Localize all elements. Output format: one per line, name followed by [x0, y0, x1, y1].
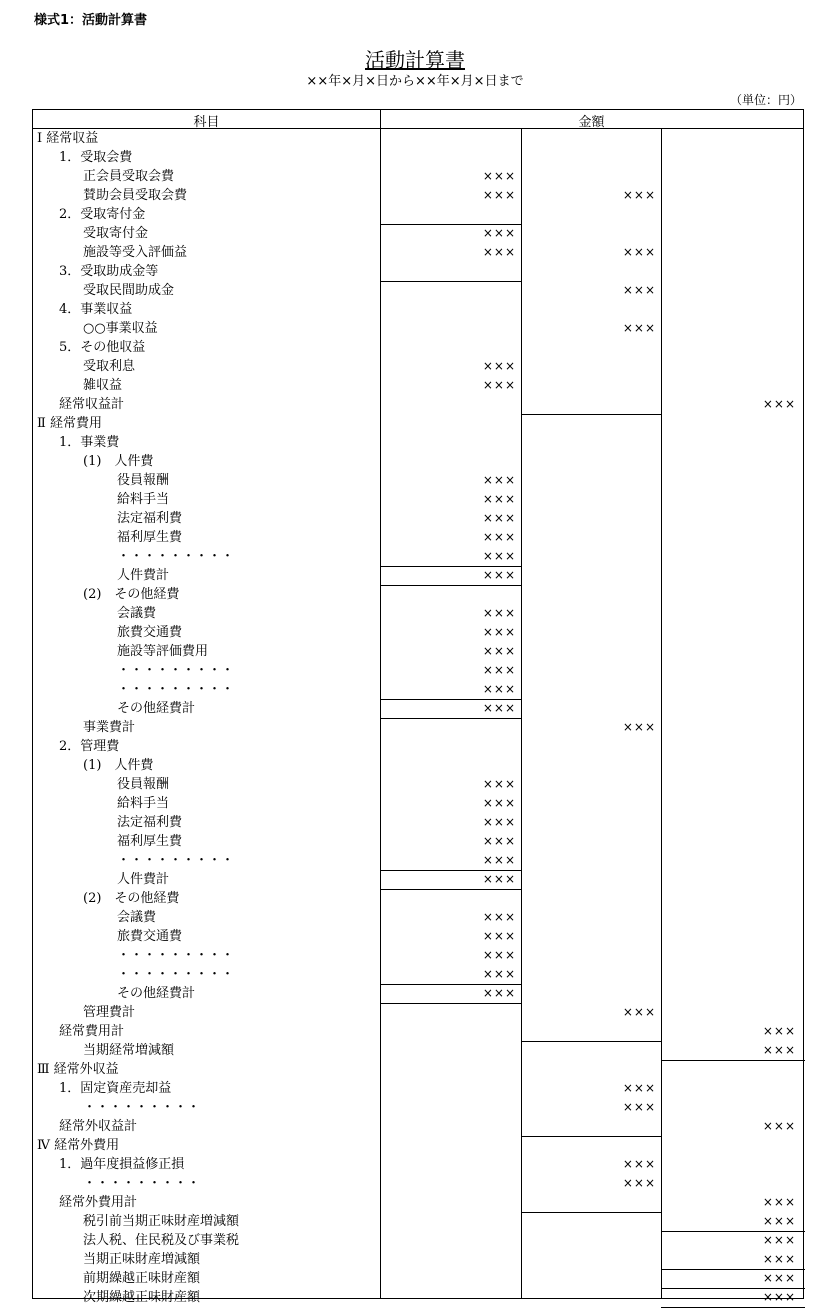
- amount-c1: ×××: [482, 777, 516, 791]
- row-label: 法定福利費: [117, 815, 183, 830]
- row-label: 経常費用計: [59, 1024, 125, 1039]
- row-label: 役員報酬: [117, 473, 170, 488]
- row-label: ・・・・・・・・・: [117, 549, 235, 564]
- row-label: 人件費計: [117, 872, 170, 887]
- amount-c1: ×××: [482, 169, 516, 183]
- row-label: 1．受取会費: [59, 150, 133, 165]
- table-row: [33, 1003, 803, 1022]
- amount-c3: ×××: [762, 1043, 796, 1057]
- row-label: 受取利息: [83, 359, 136, 374]
- table-row: [33, 946, 803, 965]
- row-label: 当期正味財産増減額: [83, 1252, 201, 1267]
- subtotal-rule: [661, 1269, 805, 1270]
- table-row: [33, 889, 803, 908]
- row-label: 1．過年度損益修正損: [59, 1157, 185, 1172]
- amount-c1: ×××: [482, 929, 516, 943]
- row-label: Ⅱ 経常費用: [37, 416, 102, 431]
- table-row: [33, 642, 803, 661]
- table-row: [33, 566, 803, 585]
- subtotal-rule: [380, 870, 521, 871]
- amount-c3: ×××: [762, 1290, 796, 1304]
- table-row: [33, 1098, 803, 1117]
- row-label: ○○事業収益: [83, 321, 158, 336]
- row-label: 会議費: [117, 910, 157, 925]
- amount-c1: ×××: [482, 834, 516, 848]
- form-label: 様式1：活動計算書: [34, 13, 148, 28]
- table-row: [33, 680, 803, 699]
- row-label: 給料手当: [117, 796, 170, 811]
- amount-c1: ×××: [482, 378, 516, 392]
- amount-c1: ×××: [482, 625, 516, 639]
- subtotal-rule: [380, 699, 521, 700]
- table-row: [33, 756, 803, 775]
- amount-c1: ×××: [482, 872, 516, 886]
- table-row: [33, 1231, 803, 1250]
- amount-c3: ×××: [762, 1252, 796, 1266]
- header-kamoku: 科目: [193, 115, 220, 130]
- subtotal-rule: [521, 1041, 661, 1042]
- subtotal-rule: [661, 1288, 805, 1289]
- table-row: [33, 319, 803, 338]
- row-label: Ⅰ 経常収益: [37, 131, 99, 146]
- document-title: 活動計算書: [365, 48, 465, 72]
- subtotal-rule: [380, 224, 521, 225]
- table-header: [33, 110, 803, 129]
- row-label: 旅費交通費: [117, 625, 183, 640]
- subtotal-rule: [380, 718, 521, 719]
- row-label: ・・・・・・・・・: [83, 1100, 201, 1115]
- row-label: 福利厚生費: [117, 834, 183, 849]
- table-row: [33, 604, 803, 623]
- table-row: [33, 338, 803, 357]
- period-text: ××年×月×日から××年×月×日まで: [306, 74, 524, 89]
- row-label: 事業費計: [83, 720, 136, 735]
- amount-c2: ×××: [622, 1100, 656, 1114]
- row-label: ・・・・・・・・・: [117, 682, 235, 697]
- row-label: ・・・・・・・・・: [117, 853, 235, 868]
- amount-c1: ×××: [482, 701, 516, 715]
- header-kingaku: 金額: [578, 115, 605, 130]
- amount-c1: ×××: [482, 986, 516, 1000]
- table-row: [33, 224, 803, 243]
- row-label: 法人税、住民税及び事業税: [83, 1233, 240, 1248]
- row-label: 3．受取助成金等: [59, 264, 159, 279]
- table-row: [33, 1022, 803, 1041]
- row-label: Ⅳ 経常外費用: [37, 1138, 120, 1153]
- table-row: [33, 832, 803, 851]
- table-row: [33, 452, 803, 471]
- subtotal-rule: [380, 1003, 521, 1004]
- table-row: [33, 699, 803, 718]
- table-row: [33, 281, 803, 300]
- table-row: [33, 1288, 803, 1307]
- row-label: 施設等評価費用: [117, 644, 209, 659]
- row-label: 人件費計: [117, 568, 170, 583]
- table-row: [33, 357, 803, 376]
- subtotal-rule: [661, 1060, 805, 1061]
- amount-c1: ×××: [482, 853, 516, 867]
- table-row: [33, 908, 803, 927]
- table-row: [33, 262, 803, 281]
- row-label: ・・・・・・・・・: [117, 948, 235, 963]
- table-row: [33, 148, 803, 167]
- table-row: [33, 300, 803, 319]
- subtotal-rule: [661, 1231, 805, 1232]
- table-row: [33, 984, 803, 1003]
- amount-c2: ×××: [622, 1005, 656, 1019]
- table-row: [33, 1060, 803, 1079]
- table-row: [33, 528, 803, 547]
- row-label: 雑収益: [83, 378, 123, 393]
- column-rule: [661, 129, 662, 1298]
- row-label: 施設等受入評価益: [83, 245, 188, 260]
- table-row: [33, 1250, 803, 1269]
- row-label: 1．固定資産売却益: [59, 1081, 172, 1096]
- subtotal-rule: [380, 281, 521, 282]
- table-row: [33, 376, 803, 395]
- amount-c1: ×××: [482, 644, 516, 658]
- column-rule: [521, 129, 522, 1298]
- table-row: [33, 167, 803, 186]
- table-row: [33, 205, 803, 224]
- amount-c1: ×××: [482, 948, 516, 962]
- row-label: 会議費: [117, 606, 157, 621]
- row-label: 2．管理費: [59, 739, 120, 754]
- amount-c2: ×××: [622, 1081, 656, 1095]
- amount-c3: ×××: [762, 1233, 796, 1247]
- row-label: ・・・・・・・・・: [117, 663, 235, 678]
- row-label: 1．事業費: [59, 435, 120, 450]
- amount-c1: ×××: [482, 188, 516, 202]
- table-row: [33, 433, 803, 452]
- row-label: 受取民間助成金: [83, 283, 175, 298]
- table-row: [33, 243, 803, 262]
- row-label: 法定福利費: [117, 511, 183, 526]
- amount-c2: ×××: [622, 188, 656, 202]
- amount-c3: ×××: [762, 397, 796, 411]
- table-row: [33, 1155, 803, 1174]
- row-label: (2) その他経費: [83, 587, 180, 602]
- amount-c2: ×××: [622, 1176, 656, 1190]
- amount-c2: ×××: [622, 720, 656, 734]
- row-label: 福利厚生費: [117, 530, 183, 545]
- row-label: 受取寄付金: [83, 226, 149, 241]
- row-label: 給料手当: [117, 492, 170, 507]
- subtotal-rule: [380, 889, 521, 890]
- table-row: [33, 585, 803, 604]
- amount-c2: ×××: [622, 321, 656, 335]
- table-row: [33, 186, 803, 205]
- amount-c1: ×××: [482, 682, 516, 696]
- table-row: [33, 129, 803, 148]
- amount-c3: ×××: [762, 1214, 796, 1228]
- table-row: [33, 775, 803, 794]
- row-label: (1) 人件費: [83, 454, 154, 469]
- table-row: [33, 794, 803, 813]
- row-label: 5．その他収益: [59, 340, 146, 355]
- subtotal-rule: [380, 984, 521, 985]
- column-rule: [380, 110, 381, 1298]
- table-row: [33, 851, 803, 870]
- table-row: [33, 718, 803, 737]
- amount-c1: ×××: [482, 245, 516, 259]
- activity-statement-table: [32, 109, 804, 1305]
- row-label: 前期繰越正味財産額: [83, 1271, 201, 1286]
- amount-c1: ×××: [482, 530, 516, 544]
- row-label: 経常外費用計: [59, 1195, 138, 1210]
- row-label: 経常外収益計: [59, 1119, 138, 1134]
- subtotal-rule: [521, 414, 661, 415]
- row-label: (1) 人件費: [83, 758, 154, 773]
- row-label: 2．受取寄付金: [59, 207, 146, 222]
- row-label: その他経費計: [117, 701, 196, 716]
- table-row: [33, 1117, 803, 1136]
- table-row: [33, 661, 803, 680]
- amount-c2: ×××: [622, 1157, 656, 1171]
- subtotal-rule: [521, 1212, 661, 1213]
- subtotal-rule: [661, 1307, 805, 1308]
- amount-c1: ×××: [482, 359, 516, 373]
- amount-c1: ×××: [482, 549, 516, 563]
- amount-c1: ×××: [482, 492, 516, 506]
- table-row: [33, 737, 803, 756]
- table-row: [33, 623, 803, 642]
- amount-c1: ×××: [482, 967, 516, 981]
- amount-c1: ×××: [482, 511, 516, 525]
- amount-c3: ×××: [762, 1195, 796, 1209]
- unit-label: （単位：円）: [729, 93, 802, 107]
- amount-c1: ×××: [482, 568, 516, 582]
- amount-c1: ×××: [482, 606, 516, 620]
- amount-c2: ×××: [622, 283, 656, 297]
- row-label: 賛助会員受取会費: [83, 188, 188, 203]
- row-label: 役員報酬: [117, 777, 170, 792]
- table-row: [33, 1212, 803, 1231]
- table-row: [33, 1269, 803, 1288]
- row-label: Ⅲ 経常外収益: [37, 1062, 119, 1077]
- row-label: ・・・・・・・・・: [83, 1176, 201, 1191]
- amount-c1: ×××: [482, 473, 516, 487]
- row-label: 税引前当期正味財産増減額: [83, 1214, 240, 1229]
- row-label: 正会員受取会費: [83, 169, 175, 184]
- table-row: [33, 471, 803, 490]
- table-row: [33, 927, 803, 946]
- row-label: 4．事業収益: [59, 302, 133, 317]
- table-row: [33, 1136, 803, 1155]
- subtotal-rule: [380, 566, 521, 567]
- table-row: [33, 1174, 803, 1193]
- row-label: ・・・・・・・・・: [117, 967, 235, 982]
- table-row: [33, 414, 803, 433]
- table-row: [33, 509, 803, 528]
- amount-c1: ×××: [482, 910, 516, 924]
- table-row: [33, 1079, 803, 1098]
- amount-c3: ×××: [762, 1024, 796, 1038]
- row-label: 当期経常増減額: [83, 1043, 175, 1058]
- table-row: [33, 813, 803, 832]
- row-label: 旅費交通費: [117, 929, 183, 944]
- row-label: 経常収益計: [59, 397, 125, 412]
- amount-c1: ×××: [482, 663, 516, 677]
- subtotal-rule: [380, 585, 521, 586]
- table-row: [33, 870, 803, 889]
- row-label: 管理費計: [83, 1005, 136, 1020]
- table-row: [33, 1041, 803, 1060]
- row-label: 次期繰越正味財産額: [83, 1290, 201, 1305]
- amount-c1: ×××: [482, 796, 516, 810]
- amount-c3: ×××: [762, 1271, 796, 1285]
- subtotal-rule: [521, 1136, 661, 1137]
- amount-c1: ×××: [482, 226, 516, 240]
- row-label: その他経費計: [117, 986, 196, 1001]
- amount-c2: ×××: [622, 245, 656, 259]
- table-row: [33, 490, 803, 509]
- row-label: (2) その他経費: [83, 891, 180, 906]
- amount-c3: ×××: [762, 1119, 796, 1133]
- amount-c1: ×××: [482, 815, 516, 829]
- table-row: [33, 395, 803, 414]
- table-row: [33, 965, 803, 984]
- table-row: [33, 547, 803, 566]
- table-row: [33, 1193, 803, 1212]
